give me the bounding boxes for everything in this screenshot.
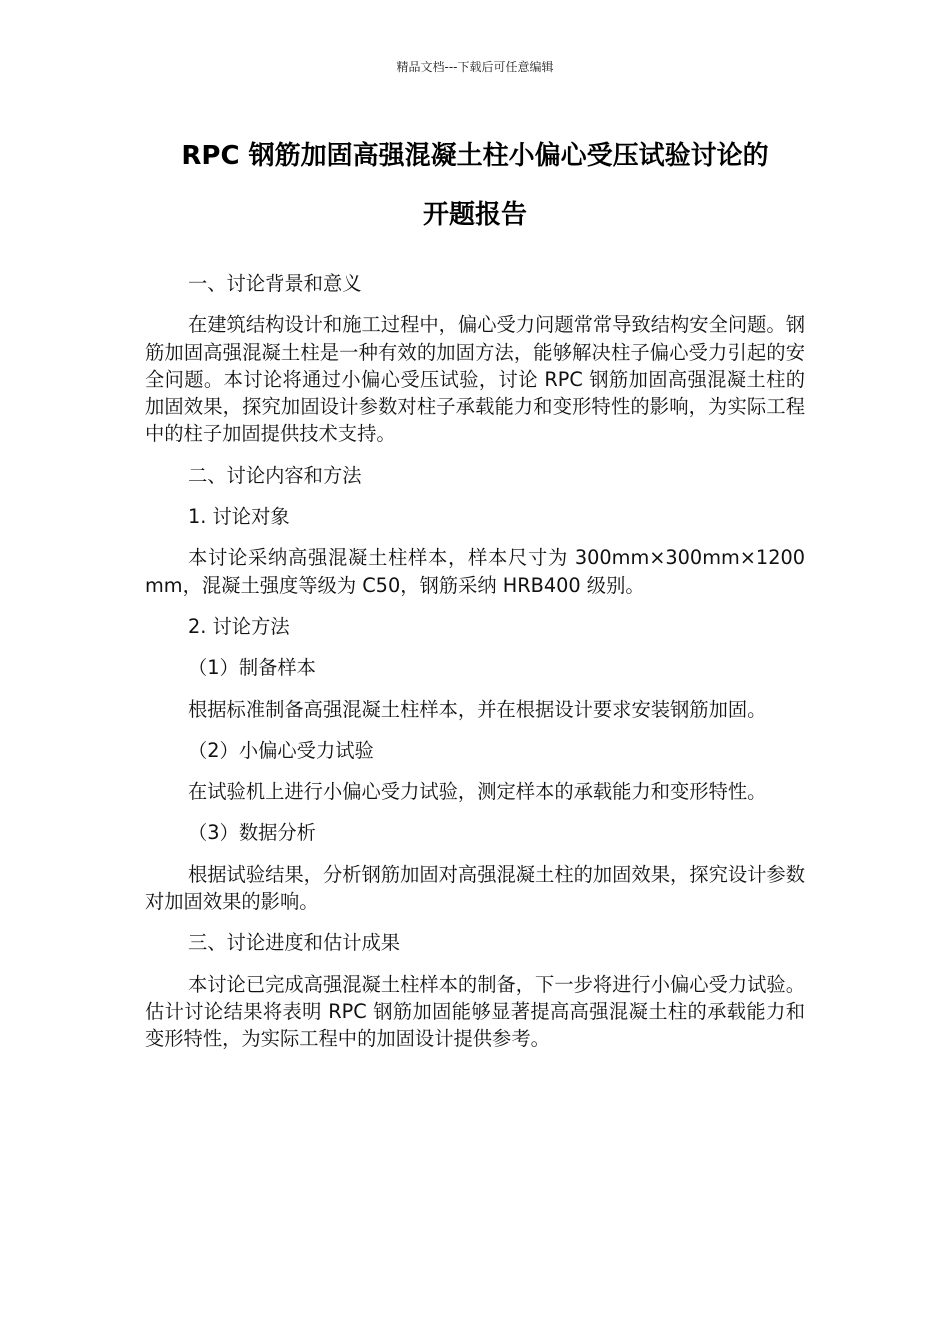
paragraph-prepare: 根据标准制备高强混凝土柱样本，并在根据设计要求安装钢筋加固。 bbox=[188, 697, 767, 721]
title-line-2: 开题报告 bbox=[422, 200, 527, 230]
step-heading-prepare: （1）制备样本 bbox=[188, 656, 316, 680]
title-line-1: RPC 钢筋加固高强混凝土柱小偏心受压试验讨论的 bbox=[181, 141, 769, 171]
header-note: 精品文档---下载后可任意编辑 bbox=[396, 60, 554, 74]
paragraph-progress: 本讨论已完成高强混凝土柱样本的制备，下一步将进行小偏心受力试验。估计讨论结果将表明 RPC 钢筋加固能够显著提高高强混凝土柱的承载能力和变形特性，为实际工程中的加固设计提供参考。 bbox=[145, 972, 805, 1051]
paragraph-background: 在建筑结构设计和施工过程中，偏心受力问题常常导致结构安全问题。钢筋加固高强混凝土柱是一种有效的加固方法，能够解决柱子偏心受力引起的安全问题。本讨论将通过小偏心受压试验，讨论 RPC 钢筋加固高强混凝土柱的加固效果，探究加固设计参数对柱子承载能力和变形特性的影响，为实际工程中的柱子加固提供技术支持。 bbox=[145, 313, 805, 446]
step-heading-test: （2）小偏心受力试验 bbox=[188, 738, 374, 762]
section-heading-background: 一、讨论背景和意义 bbox=[188, 272, 362, 295]
paragraph-test: 在试验机上进行小偏心受力试验，测定样本的承载能力和变形特性。 bbox=[188, 780, 767, 804]
subheading-object: 1. 讨论对象 bbox=[188, 505, 290, 529]
document-body bbox=[145, 270, 805, 1067]
section-heading-content-method: 二、讨论内容和方法 bbox=[188, 463, 362, 487]
paragraph-object: 本讨论采纳高强混凝土柱样本，样本尺寸为 300mm×300mm×1200mm，混凝土强度等级为 C50，钢筋采纳 HRB400 级别。 bbox=[145, 546, 805, 597]
subheading-method: 2. 讨论方法 bbox=[188, 614, 290, 638]
step-heading-analysis: （3）数据分析 bbox=[188, 821, 316, 845]
paragraph-analysis: 根据试验结果，分析钢筋加固对高强混凝土柱的加固效果，探究设计参数对加固效果的影响。 bbox=[145, 862, 805, 914]
document-title bbox=[100, 127, 850, 245]
section-heading-progress: 三、讨论进度和估计成果 bbox=[188, 931, 401, 955]
